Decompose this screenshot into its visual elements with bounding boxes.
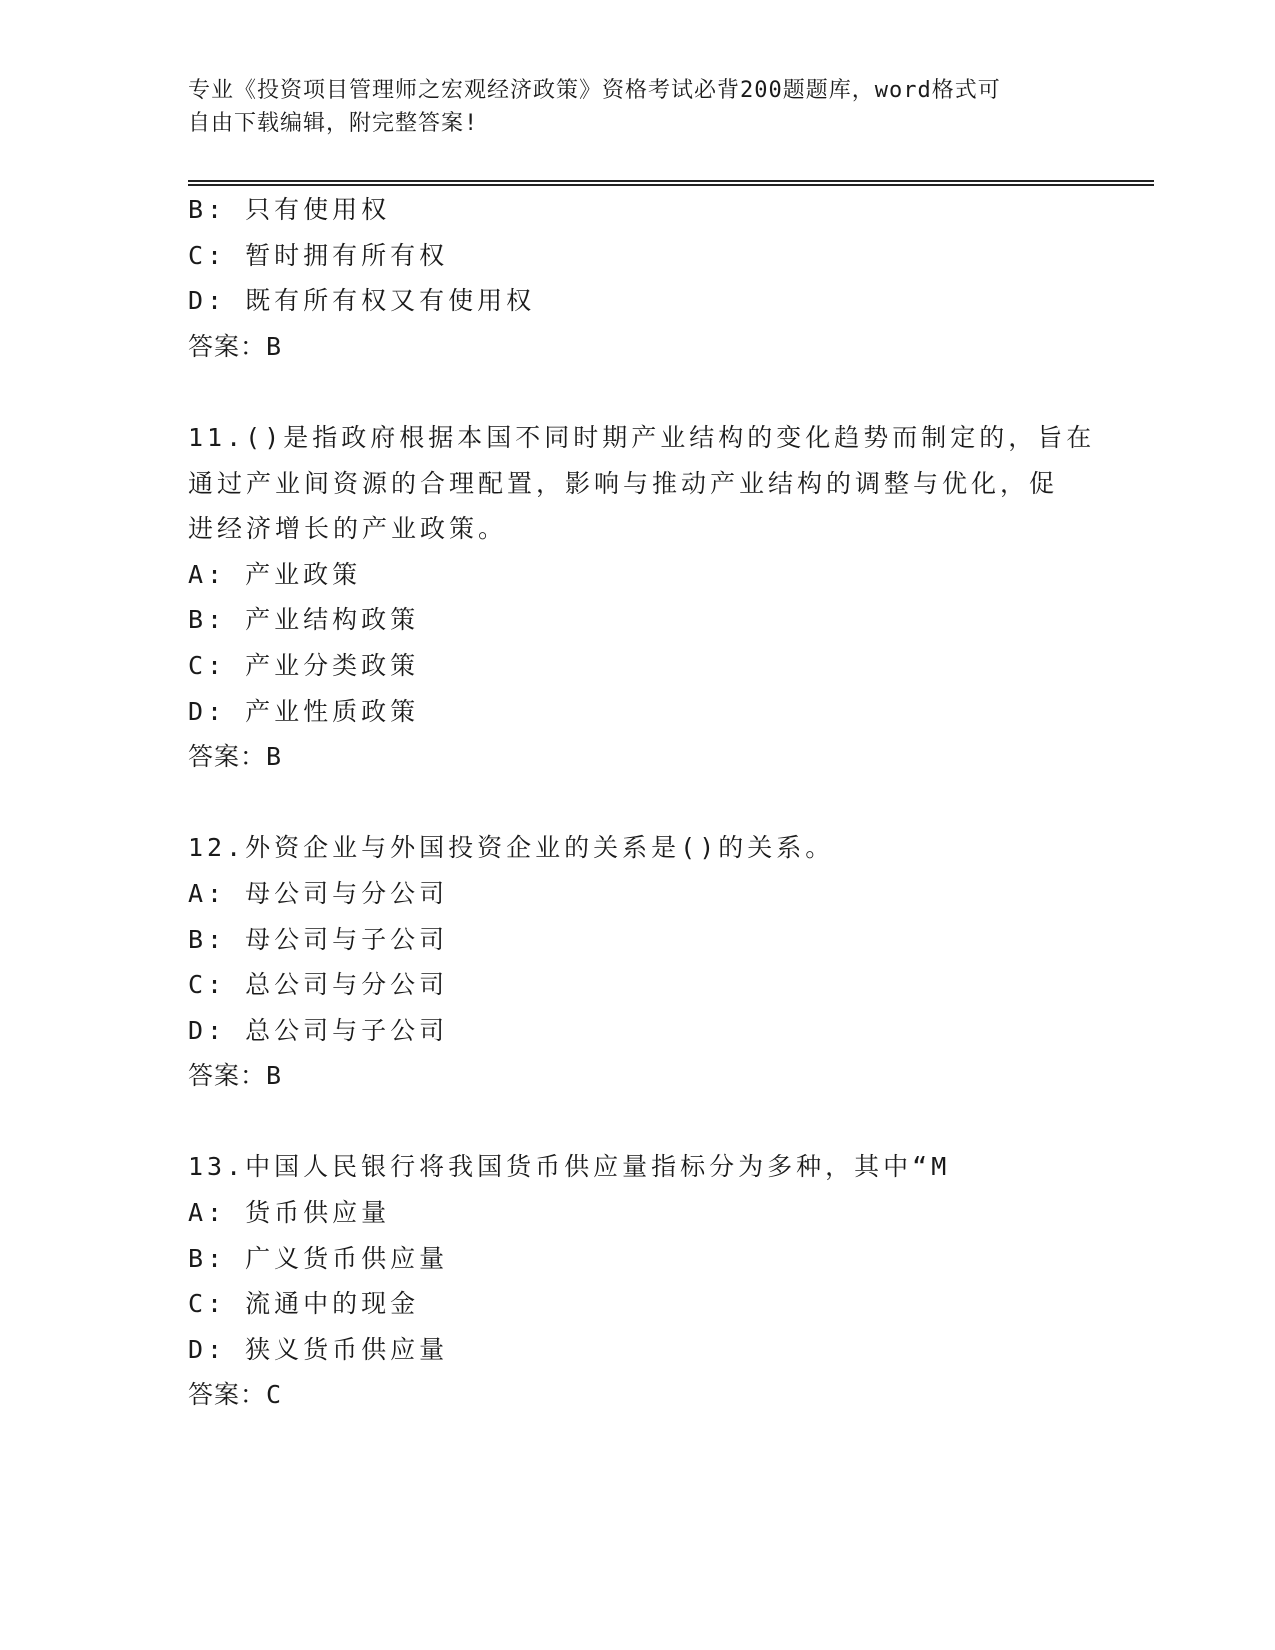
question-block [188,187,1088,369]
document-header [188,74,1088,140]
question-block [188,825,1088,1099]
option-b: B: 产业结构政策 [188,605,420,635]
question-text-line: 11.()是指政府根据本国不同时期产业结构的变化趋势而制定的，旨在 [188,422,1096,452]
answer-line: 答案：C [188,1380,283,1410]
question-text-line: 12.外资企业与外国投资企业的关系是()的关系。 [188,833,835,863]
block-spacer [188,780,1088,826]
option-a: A: 产业政策 [188,559,362,589]
header-rule-bottom [188,184,1154,186]
block-spacer [188,1099,1088,1145]
option-c: C: 总公司与分公司 [188,970,449,1000]
option-b: B: 广义货币供应量 [188,1243,449,1273]
option-a: A: 货币供应量 [188,1198,391,1228]
option-c: C: 产业分类政策 [188,650,420,680]
option-c: C: 暂时拥有所有权 [188,240,449,270]
question-text-line: 进经济增长的产业政策。 [188,514,508,544]
question-text-line: 13.中国人民银行将我国货币供应量指标分为多种，其中“M [188,1152,951,1182]
answer-line: 答案：B [188,742,283,772]
header-rule-top [188,180,1154,182]
option-d: D: 产业性质政策 [188,696,420,726]
question-content [188,187,1096,1418]
option-b: B: 母公司与子公司 [188,924,449,954]
option-d: D: 既有所有权又有使用权 [188,286,536,316]
answer-line: 答案：B [188,331,283,361]
answer-line: 答案：B [188,1061,283,1091]
header-title-line-1: 专业《投资项目管理师之宏观经济政策》资格考试必背200题题库，word格式可 [188,78,1001,103]
option-c: C: 流通中的现金 [188,1289,420,1319]
option-d: D: 总公司与子公司 [188,1015,449,1045]
option-a: A: 母公司与分公司 [188,878,449,908]
option-d: D: 狭义货币供应量 [188,1334,449,1364]
option-b: B: 只有使用权 [188,195,391,224]
question-text-line: 通过产业间资源的合理配置，影响与推动产业结构的调整与优化，促 [188,468,1059,498]
question-block [188,1144,1088,1418]
header-title-line-2: 自由下载编辑，附完整答案! [188,111,479,136]
question-block [188,415,1096,780]
block-spacer [188,369,1088,415]
